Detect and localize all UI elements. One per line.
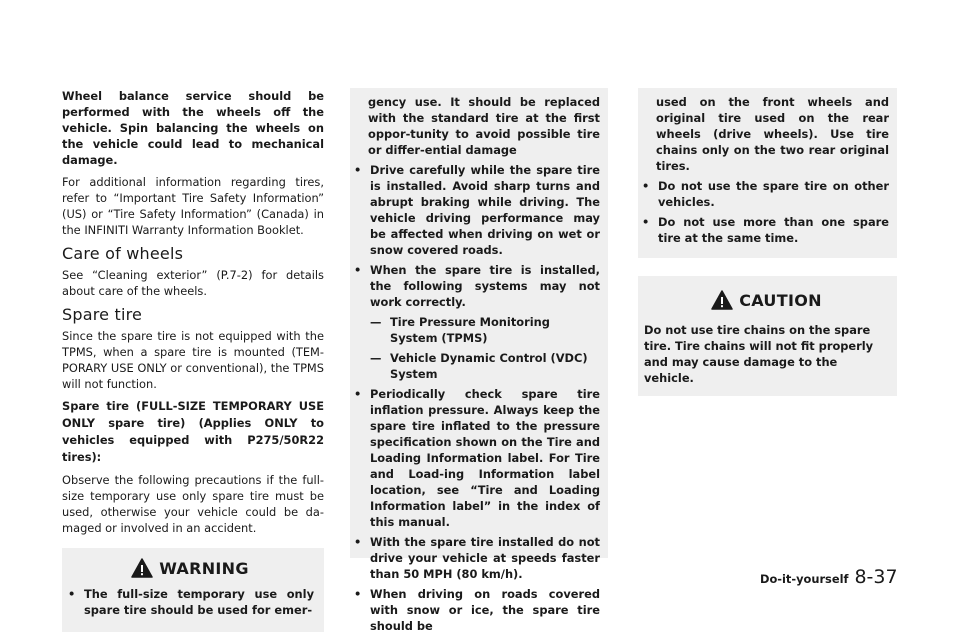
caution-header xyxy=(644,276,889,322)
care-of-wheels-heading: Care of wheels xyxy=(62,244,184,263)
bullet-mark: • xyxy=(354,587,362,601)
section-name: Do-it-yourself xyxy=(760,572,849,586)
warning-bullet-3-text: When the spare tire is installed, the following systems may not work correctly. xyxy=(370,263,600,309)
warning-bullet-6-continued: used on the front wheels and original tire used on the rear wheels (drive wheels). Use tire chains only on the two rear original tires. xyxy=(656,95,889,173)
warning-bullet-3 xyxy=(352,262,600,310)
spare-tire-heading: Spare tire xyxy=(62,305,143,324)
warning-bullet-6 xyxy=(352,586,600,634)
warning-bullet-2-text: Drive carefully while the spare tire is installed. Avoid sharp turns and abrupt braking while driving. The vehicle driving performance may be affected when driving on wet or snow covered roads. xyxy=(370,163,600,257)
warning-bullet-7-text: Do not use the spare tire on other vehicles. xyxy=(658,179,889,209)
dash-mark: — xyxy=(370,315,382,329)
observe-paragraph: Observe the following precautions if the full-size temporary use only spare tire must be used, otherwise your vehicle could be da-maged or involved in an accident. xyxy=(62,473,324,535)
sub-item-vdc xyxy=(370,350,600,382)
warning-bullet-8-text: Do not use more than one spare tire at the same time. xyxy=(658,215,889,245)
warning-title: WARNING xyxy=(159,558,249,578)
column-1 xyxy=(62,88,324,632)
bullet-mark: • xyxy=(354,535,362,549)
warning-bullet-8 xyxy=(640,214,889,246)
bullet-mark: • xyxy=(642,179,650,193)
caution-text: Do not use tire chains on the spare tire. Tire chains will not fit properly and may cause damage to the vehicle. xyxy=(644,323,874,385)
wheel-balance-paragraph: Wheel balance service should be performed with the wheels off the vehicle. Spin balancing the wheels on the vehicle could lead to mechanical damage. xyxy=(62,89,324,167)
bullet-mark: • xyxy=(68,587,76,601)
caution-box xyxy=(638,276,897,396)
warning-bullet-5-text: With the spare tire installed do not drive your vehicle at speeds faster than 50 MPH (80 km/h). xyxy=(370,535,600,581)
page-number: 8-37 xyxy=(854,566,898,588)
warning-bullet-6-text: When driving on roads covered with snow or ice, the spare tire should be xyxy=(370,587,600,633)
warning-bullet-1 xyxy=(66,586,314,618)
care-of-wheels-text: See “Cleaning exterior” (P.7-2) for details about care of the wheels. xyxy=(62,268,324,298)
bullet-mark: • xyxy=(642,215,650,229)
bullet-mark: • xyxy=(354,263,362,277)
sub-item-tpms xyxy=(370,314,600,346)
warning-bullet-4-text: Periodically check spare tire inflation pressure. Always keep the spare tire inflated to the pressure specification shown on the Tire and Loading Information label. For Tire and Load-ing Information label location, see “Tire and Loading Information label” in the index of this manual. xyxy=(370,387,600,529)
dash-mark: — xyxy=(370,351,382,365)
warning-bullet-7 xyxy=(640,178,889,210)
warning-bullet-5 xyxy=(352,534,600,582)
warning-header xyxy=(66,548,314,586)
warning-bullet-2 xyxy=(352,162,600,258)
spare-tire-subheading: Spare tire (FULL-SIZE TEMPORARY USE ONLY spare tire) (Applies ONLY to vehicles equipped with P275/50R22 tires): xyxy=(62,399,324,464)
warning-bullet-1-text: The full-size temporary use only spare tire should be used for emer- xyxy=(84,587,314,617)
warning-triangle-icon xyxy=(131,558,153,578)
caution-triangle-icon xyxy=(711,290,733,310)
caution-title: CAUTION xyxy=(739,290,822,310)
warning-bullet-4 xyxy=(352,386,600,530)
sub-item-tpms-text: Tire Pressure Monitoring System (TPMS) xyxy=(390,315,550,345)
warning-box-continued xyxy=(638,88,897,258)
warning-box xyxy=(62,548,324,632)
page-footer xyxy=(760,566,898,588)
bullet-mark: • xyxy=(354,387,362,401)
column-2-warning-continued xyxy=(350,88,608,633)
warning-bullet-1-continued: gency use. It should be replaced with the standard tire at the first oppor-tunity to avoid possible tire or differ-ential damage xyxy=(368,95,600,157)
spare-tire-text: Since the spare tire is not equipped with the TPMS, when a spare tire is mounted (TEM-PORARY USE ONLY or conventional), the TPMS will not function. xyxy=(62,329,324,391)
column-3 xyxy=(638,88,897,396)
sub-item-vdc-text: Vehicle Dynamic Control (VDC) System xyxy=(390,351,588,381)
tire-info-paragraph: For additional information regarding tires, refer to “Important Tire Safety Information” (US) or “Tire Safety Information” (Canada) in the INFINITI Warranty Information Booklet. xyxy=(62,175,324,237)
bullet-mark: • xyxy=(354,163,362,177)
